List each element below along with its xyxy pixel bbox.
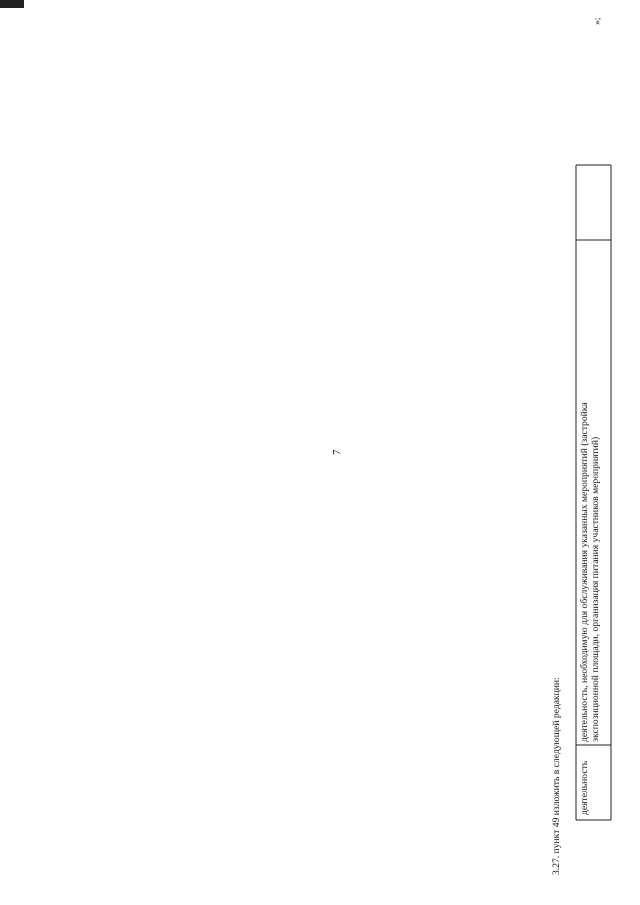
activity-name: деятельность (579, 760, 590, 815)
paragraph-3-27: 3.27. пункт 49 изложить в следующей редакции: (551, 677, 562, 875)
quote-close: »; (592, 17, 603, 25)
desc-line: экспозиционной площади, организация питания участников мероприятий) (590, 436, 602, 742)
page-number: 7 (331, 449, 343, 455)
desc-line: деятельность, необходимую для обслуживания указанных мероприятий (застройка (579, 402, 590, 742)
